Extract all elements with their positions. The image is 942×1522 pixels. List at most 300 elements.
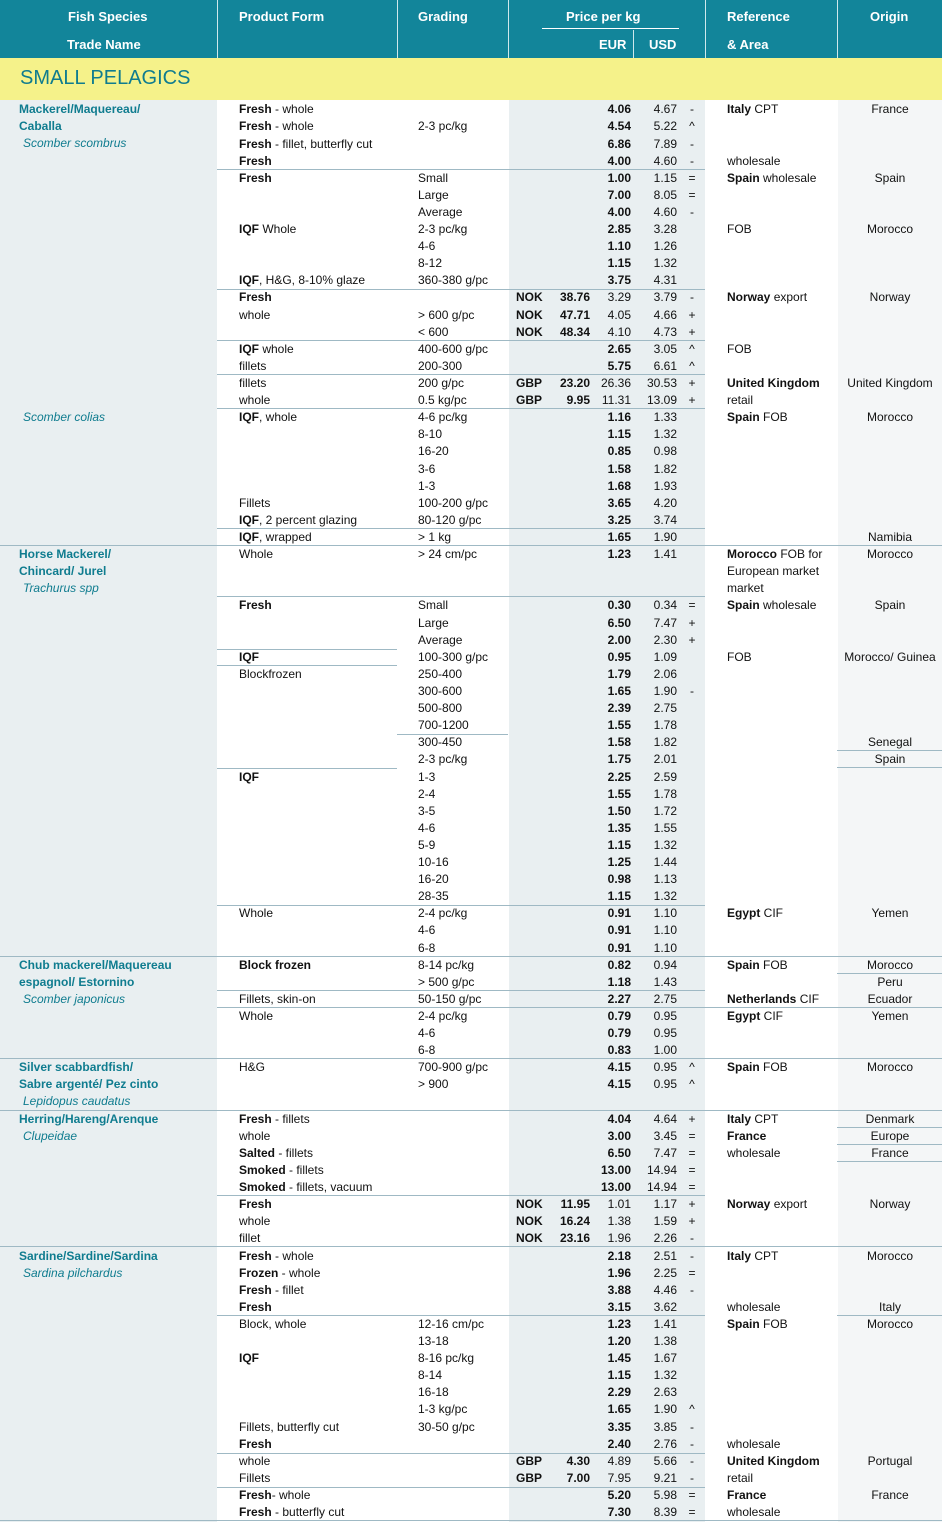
product-form: whole <box>239 1454 271 1468</box>
eur-price: 1.38 <box>607 1214 631 1228</box>
product-form: IQF, 2 percent glazing <box>239 513 358 527</box>
product-form: Fillets, skin-on <box>239 992 316 1006</box>
usd-price: 4.64 <box>653 1112 677 1126</box>
grading: 6-8 <box>418 1043 436 1057</box>
eur-price: 2.29 <box>607 1385 631 1399</box>
grading: 300-600 <box>418 684 463 698</box>
eur-price: 0.98 <box>607 872 631 886</box>
table-row <box>0 1196 942 1213</box>
trend-indicator: = <box>688 598 696 612</box>
table-row <box>0 1025 942 1042</box>
usd-price: 0.95 <box>653 1026 677 1040</box>
usd-price: 0.95 <box>653 1060 677 1074</box>
local-currency: GBP <box>516 393 543 407</box>
eur-price: 1.45 <box>607 1351 631 1365</box>
grading: 3-5 <box>418 804 436 818</box>
trend-indicator: - <box>690 1454 694 1468</box>
eur-price: 2.25 <box>607 770 631 784</box>
table-row <box>0 187 942 204</box>
trend-indicator: ^ <box>689 342 695 356</box>
origin: United Kingdom <box>847 376 933 390</box>
reference-area: Spain FOB <box>727 958 788 972</box>
usd-price: 2.59 <box>653 770 677 784</box>
species-row <box>0 1093 942 1110</box>
origin: Morocco/ Guinea <box>844 650 936 664</box>
table-row <box>0 221 942 238</box>
usd-price: 3.05 <box>653 342 677 356</box>
grading: 400-600 g/pc <box>418 342 489 356</box>
table-row <box>0 991 942 1008</box>
eur-price: 6.50 <box>607 1146 631 1160</box>
eur-price: 1.15 <box>607 256 631 270</box>
usd-price: 4.20 <box>653 496 677 510</box>
grading: 8-14 pc/kg <box>418 958 475 972</box>
grading: 2-4 pc/kg <box>418 906 468 920</box>
grading: 2-4 <box>418 787 436 801</box>
eur-price: 4.89 <box>607 1454 631 1468</box>
product-form: Fresh <box>239 171 272 185</box>
trend-indicator: = <box>688 1180 696 1194</box>
grading: 5-9 <box>418 838 436 852</box>
trend-indicator: - <box>690 102 694 116</box>
usd-price: 1.93 <box>653 479 677 493</box>
usd-price: 4.31 <box>653 273 677 287</box>
grading: 4-6 pc/kg <box>418 410 468 424</box>
eur-price: 0.83 <box>607 1043 631 1057</box>
table-row <box>0 854 942 871</box>
product-form: fillets <box>239 359 267 373</box>
grading: 1-3 <box>418 770 436 784</box>
grading: Large <box>418 188 449 202</box>
usd-price: 1.82 <box>653 735 677 749</box>
species-name: Horse Mackerel/ <box>19 547 112 561</box>
local-currency: GBP <box>516 1454 543 1468</box>
origin: Europe <box>870 1129 910 1143</box>
usd-price: 30.53 <box>646 376 677 390</box>
product-form: whole <box>239 1214 271 1228</box>
usd-price: 1.90 <box>653 1402 677 1416</box>
usd-price: 7.47 <box>653 1146 677 1160</box>
table-row <box>0 1384 942 1401</box>
product-form: IQF <box>239 1351 259 1365</box>
grading: 16-18 <box>418 1385 449 1399</box>
eur-price: 1.58 <box>607 735 631 749</box>
usd-price: 2.26 <box>653 1231 677 1245</box>
product-form: Smoked - fillets, vacuum <box>239 1180 373 1194</box>
header-reference: Reference <box>727 9 790 24</box>
trend-indicator: ^ <box>689 1077 695 1091</box>
local-currency: NOK <box>516 1214 543 1228</box>
reference-area: wholesale <box>727 154 781 168</box>
local-currency: NOK <box>516 1231 543 1245</box>
eur-price: 2.00 <box>607 633 631 647</box>
usd-price: 9.21 <box>653 1471 677 1485</box>
eur-price: 1.50 <box>607 804 631 818</box>
table-row <box>0 1265 942 1282</box>
usd-price: 1.55 <box>653 821 677 835</box>
trend-indicator: - <box>690 1420 694 1434</box>
reference-area: Spain FOB <box>727 1317 788 1331</box>
species-name: Chub mackerel/Maquereau <box>19 958 172 972</box>
trend-indicator: = <box>688 188 696 202</box>
eur-price: 0.91 <box>607 906 631 920</box>
usd-price: 0.34 <box>653 598 677 612</box>
table-row <box>0 820 942 837</box>
grading: 2-3 pc/kg <box>418 222 468 236</box>
reference-area: Spain FOB <box>727 410 788 424</box>
header-trade-name: Trade Name <box>67 37 141 52</box>
eur-price: 4.00 <box>607 154 631 168</box>
table-row <box>0 1316 942 1333</box>
product-form: Block frozen <box>239 958 312 972</box>
origin: Morocco <box>866 958 913 972</box>
scientific-name: Scomber scombrus <box>23 136 127 150</box>
grading: 8-16 pc/kg <box>418 1351 475 1365</box>
reference-area: wholesale <box>727 1146 781 1160</box>
eur-price: 1.65 <box>607 684 631 698</box>
grading: 30-50 g/pc <box>418 1420 475 1434</box>
grading: Small <box>418 598 449 612</box>
grading: 1-3 <box>418 479 436 493</box>
grading: Small <box>418 171 449 185</box>
eur-price: 11.31 <box>601 393 631 407</box>
header-price: Price per kg <box>566 9 641 24</box>
trend-indicator: + <box>688 1197 696 1211</box>
trend-indicator: = <box>688 1129 696 1143</box>
reference-area: France <box>727 1488 767 1502</box>
eur-price: 1.65 <box>607 1402 631 1416</box>
eur-price: 1.20 <box>607 1334 631 1348</box>
product-form: Fresh - fillets <box>239 1112 310 1126</box>
usd-price: 0.95 <box>653 1077 677 1091</box>
table-row <box>0 905 942 922</box>
eur-price: 4.04 <box>607 1112 631 1126</box>
trend-indicator: + <box>688 633 696 647</box>
eur-price: 3.75 <box>607 273 631 287</box>
local-price: 48.34 <box>559 325 590 339</box>
table-row <box>0 1436 942 1453</box>
product-form: Fresh <box>239 1197 272 1211</box>
table-row <box>0 1128 942 1145</box>
table-row <box>0 529 942 546</box>
usd-price: 2.75 <box>653 992 677 1006</box>
table-row <box>0 255 942 272</box>
local-price: 11.95 <box>560 1197 590 1211</box>
eur-price: 4.15 <box>607 1077 631 1091</box>
grading: > 1 kg <box>418 530 452 544</box>
grading: 10-16 <box>418 855 449 869</box>
table-row <box>0 1076 942 1093</box>
grading: Large <box>418 616 449 630</box>
eur-price: 6.50 <box>607 616 631 630</box>
product-form: Whole <box>239 1009 274 1023</box>
eur-price: 13.00 <box>600 1180 631 1194</box>
grading: > 900 <box>418 1077 449 1091</box>
reference-area: France <box>727 1129 767 1143</box>
table-row <box>0 769 942 786</box>
table-row <box>0 461 942 478</box>
table-row <box>0 307 942 324</box>
usd-price: 0.98 <box>653 444 677 458</box>
grading: 360-380 g/pc <box>418 273 489 287</box>
local-price: 47.71 <box>559 308 590 322</box>
usd-price: 8.39 <box>653 1505 677 1519</box>
local-currency: NOK <box>516 290 543 304</box>
usd-price: 3.74 <box>653 513 677 527</box>
product-form: Fresh- whole <box>239 1488 311 1502</box>
local-price: 23.16 <box>559 1231 590 1245</box>
usd-price: 3.45 <box>653 1129 677 1143</box>
table-row <box>0 957 942 974</box>
table-row <box>0 563 942 580</box>
usd-price: 0.95 <box>653 1009 677 1023</box>
usd-price: 2.25 <box>653 1266 677 1280</box>
trend-indicator: + <box>688 308 696 322</box>
reference-area: Spain FOB <box>727 1060 788 1074</box>
origin: France <box>871 1146 909 1160</box>
table-row <box>0 136 942 153</box>
header-usd: USD <box>649 37 677 52</box>
origin: Morocco <box>866 547 913 561</box>
usd-price: 0.94 <box>653 958 677 972</box>
local-price: 23.20 <box>559 376 590 390</box>
table-row <box>0 717 942 734</box>
table-row <box>0 1401 942 1418</box>
table-row <box>0 837 942 854</box>
table-row <box>0 375 942 392</box>
usd-price: 1.13 <box>653 872 677 886</box>
usd-price: 2.06 <box>653 667 677 681</box>
eur-price: 4.00 <box>607 205 631 219</box>
usd-price: 3.28 <box>653 222 677 236</box>
table-row <box>0 170 942 187</box>
reference-area: Morocco FOB for <box>727 547 823 561</box>
grading: 500-800 <box>418 701 463 715</box>
eur-price: 1.96 <box>607 1231 631 1245</box>
origin: Morocco <box>866 222 913 236</box>
reference-area: Egypt CIF <box>727 1009 784 1023</box>
eur-price: 26.36 <box>600 376 631 390</box>
table-row <box>0 649 942 666</box>
usd-price: 1.82 <box>653 462 677 476</box>
product-form: IQF <box>239 770 259 784</box>
trend-indicator: = <box>688 171 696 185</box>
local-price: 7.00 <box>566 1471 590 1485</box>
grading: 4-6 <box>418 821 436 835</box>
table-row <box>0 478 942 495</box>
eur-price: 1.58 <box>607 462 631 476</box>
species-name: Sabre argenté/ Pez cinto <box>19 1077 159 1091</box>
product-form: IQF, H&G, 8-10% glaze <box>239 273 366 287</box>
reference-area: wholesale <box>727 1300 781 1314</box>
eur-price: 1.15 <box>607 1368 631 1382</box>
trend-indicator: - <box>690 1283 694 1297</box>
grading: > 24 cm/pc <box>418 547 478 561</box>
grading: 16-20 <box>418 444 449 458</box>
product-form: Fresh <box>239 598 272 612</box>
grading: 2-3 pc/kg <box>418 119 468 133</box>
reference-area: retail <box>727 1471 754 1485</box>
eur-price: 2.65 <box>607 342 631 356</box>
local-price: 38.76 <box>559 290 590 304</box>
eur-price: 2.40 <box>607 1437 631 1451</box>
grading: 8-12 <box>418 256 443 270</box>
eur-price: 2.39 <box>607 701 631 715</box>
usd-price: 1.72 <box>653 804 677 818</box>
eur-price: 5.75 <box>607 359 631 373</box>
usd-price: 1.32 <box>653 889 677 903</box>
grading: 2-3 pc/kg <box>418 752 468 766</box>
eur-price: 6.86 <box>607 137 631 151</box>
trend-indicator: = <box>688 1146 696 1160</box>
usd-price: 2.63 <box>653 1385 677 1399</box>
usd-price: 1.90 <box>653 530 677 544</box>
product-form: Fresh <box>239 154 272 168</box>
eur-price: 1.25 <box>607 855 631 869</box>
usd-price: 4.67 <box>653 102 677 116</box>
table-row <box>0 580 942 597</box>
usd-price: 5.98 <box>653 1488 677 1502</box>
usd-price: 1.15 <box>653 171 677 185</box>
table-row <box>0 409 942 426</box>
grading: 16-20 <box>418 872 449 886</box>
product-form: H&G <box>239 1060 266 1074</box>
table-row <box>0 666 942 683</box>
trend-indicator: ^ <box>689 1060 695 1074</box>
local-price: 4.30 <box>566 1454 590 1468</box>
reference-area: Netherlands CIF <box>727 992 820 1006</box>
eur-price: 2.27 <box>607 992 631 1006</box>
eur-price: 1.79 <box>607 667 631 681</box>
scientific-name: Trachurus spp <box>23 581 99 595</box>
table-row <box>0 1213 942 1230</box>
trend-indicator: - <box>690 154 694 168</box>
table-row <box>0 1179 942 1196</box>
origin: Morocco <box>866 410 913 424</box>
origin: France <box>871 1488 909 1502</box>
eur-price: 5.20 <box>607 1488 631 1502</box>
eur-price: 2.18 <box>607 1249 631 1263</box>
usd-price: 1.90 <box>653 684 677 698</box>
reference-area: Norway export <box>727 1197 808 1211</box>
header-species: Fish Species <box>68 9 148 24</box>
trend-indicator: = <box>688 1266 696 1280</box>
usd-price: 1.17 <box>653 1197 677 1211</box>
eur-price: 0.91 <box>607 941 631 955</box>
table-row <box>0 803 942 820</box>
table-row <box>0 101 942 118</box>
usd-price: 1.00 <box>653 1043 677 1057</box>
eur-price: 0.91 <box>607 923 631 937</box>
grading: 700-1200 <box>418 718 469 732</box>
reference-area: Norway export <box>727 290 808 304</box>
table-row <box>0 1419 942 1436</box>
local-currency: GBP <box>516 1471 543 1485</box>
usd-price: 1.10 <box>653 941 677 955</box>
grading: 700-900 g/pc <box>418 1060 489 1074</box>
trend-indicator: ^ <box>689 119 695 133</box>
local-currency: NOK <box>516 308 543 322</box>
grading: 1-3 kg/pc <box>418 1402 468 1416</box>
table-row <box>0 1470 942 1487</box>
eur-price: 3.29 <box>607 290 631 304</box>
trend-indicator: - <box>690 1437 694 1451</box>
grading: 4-6 <box>418 1026 436 1040</box>
table-row <box>0 700 942 717</box>
usd-price: 1.59 <box>653 1214 677 1228</box>
origin: Senegal <box>867 735 913 749</box>
table-row <box>0 118 942 135</box>
reference-area: Italy CPT <box>727 102 779 116</box>
origin: Norway <box>869 1197 911 1211</box>
usd-price: 1.67 <box>653 1351 677 1365</box>
species-name: Chincard/ Jurel <box>19 564 107 578</box>
eur-price: 0.30 <box>607 598 631 612</box>
product-form: IQF, wrapped <box>239 530 312 544</box>
table-row <box>0 786 942 803</box>
table-row <box>0 751 942 768</box>
usd-price: 1.33 <box>653 410 677 424</box>
header-grading: Grading <box>418 9 468 24</box>
grading: 6-8 <box>418 941 436 955</box>
eur-price: 4.10 <box>607 325 631 339</box>
eur-price: 1.96 <box>607 1266 631 1280</box>
usd-price: 1.32 <box>653 427 677 441</box>
table-row <box>0 1350 942 1367</box>
origin: Italy <box>878 1300 901 1314</box>
usd-price: 1.38 <box>653 1334 677 1348</box>
usd-price: 13.09 <box>646 393 677 407</box>
usd-price: 14.94 <box>646 1163 677 1177</box>
eur-price: 3.35 <box>607 1420 631 1434</box>
product-form: whole <box>239 1129 271 1143</box>
table-row <box>0 1145 942 1162</box>
grading: 4-6 <box>418 923 436 937</box>
reference-area: United Kingdom <box>727 1454 820 1468</box>
eur-price: 1.55 <box>607 787 631 801</box>
eur-price: 0.82 <box>607 958 631 972</box>
reference-area: Italy CPT <box>727 1112 779 1126</box>
eur-price: 4.54 <box>607 119 631 133</box>
table-row <box>0 1333 942 1350</box>
header-area: & Area <box>727 37 769 52</box>
header-eur: EUR <box>599 37 627 52</box>
eur-price: 0.85 <box>607 444 631 458</box>
trend-indicator: - <box>690 205 694 219</box>
grading: 50-150 g/pc <box>418 992 482 1006</box>
grading: 8-14 <box>418 1368 443 1382</box>
reference-area: Egypt CIF <box>727 906 784 920</box>
table-row <box>0 204 942 221</box>
table-row <box>0 1299 942 1316</box>
eur-price: 7.30 <box>607 1505 631 1519</box>
trend-indicator: - <box>690 137 694 151</box>
product-form: Fresh <box>239 290 272 304</box>
eur-price: 1.15 <box>607 427 631 441</box>
table-row <box>0 871 942 888</box>
product-form: Blockfrozen <box>239 667 302 681</box>
grading: 80-120 g/pc <box>418 513 482 527</box>
table-row <box>0 922 942 939</box>
eur-price: 2.85 <box>607 222 631 236</box>
origin: Spain <box>874 598 906 612</box>
origin: Morocco <box>866 1317 913 1331</box>
table-row <box>0 512 942 529</box>
table-row <box>0 632 942 649</box>
usd-price: 2.51 <box>653 1249 677 1263</box>
table-row <box>0 615 942 632</box>
eur-price: 4.06 <box>607 102 631 116</box>
